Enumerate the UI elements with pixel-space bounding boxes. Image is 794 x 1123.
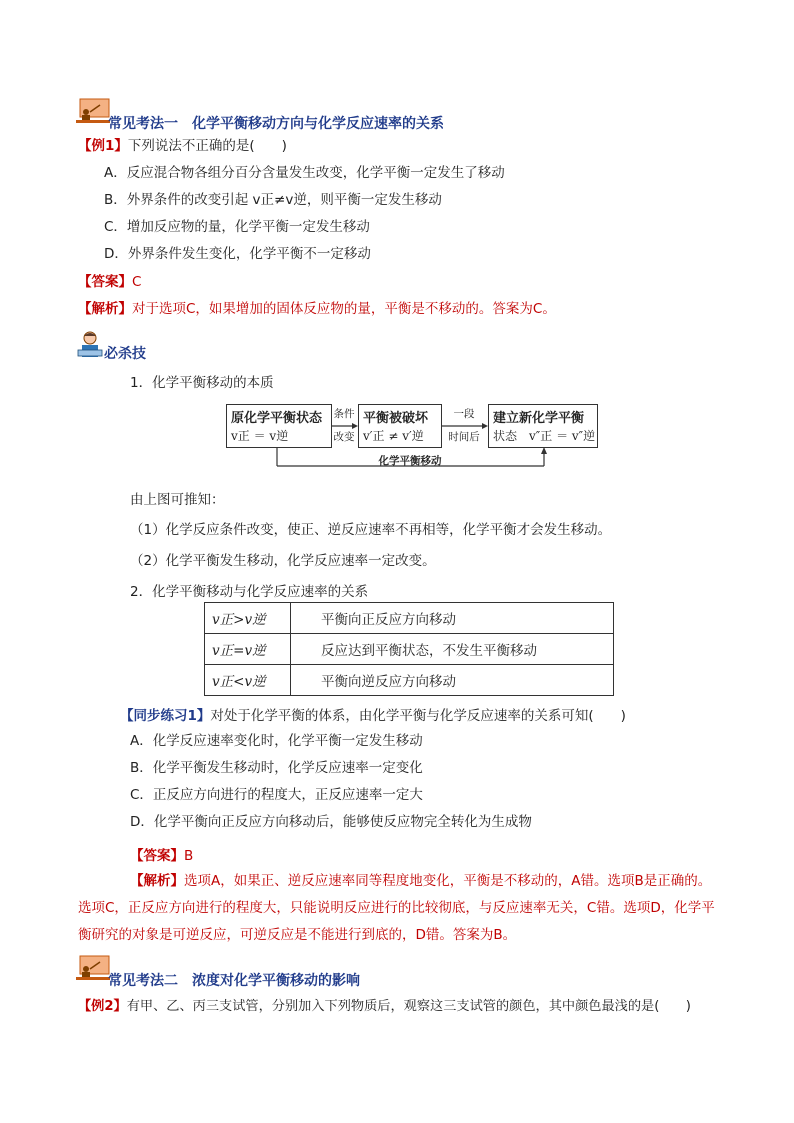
skill-infer-item-2: （2）化学平衡发生移动，化学反应速率一定改变。 xyxy=(130,553,436,569)
practice1-question: 【同步练习1】对处于化学平衡的体系，由化学平衡与化学反应速率的关系可知( ) xyxy=(120,708,626,724)
diagram-loop-label: 化学平衡移动 xyxy=(378,455,442,467)
diagram-arrow2-top: 一段 xyxy=(453,408,475,420)
skill-infer: 由上图可推知： xyxy=(130,492,225,508)
table-row xyxy=(205,603,614,634)
practice1-option-d: D．化学平衡向正反应方向移动后，能够使反应物完全转化为生成物 xyxy=(130,814,532,830)
diagram-box-broken: 平衡被破坏 v′正 ≠ v′逆 xyxy=(358,404,442,448)
example1-answer: 【答案】C xyxy=(78,274,142,290)
table-cell-result: 平衡向逆反应方向移动 xyxy=(291,665,614,696)
skill-point2: 2．化学平衡移动与化学反应速率的关系 xyxy=(130,584,369,600)
teacher-board-icon xyxy=(76,98,110,124)
skill-heading: 必杀技 xyxy=(104,346,146,362)
practice1-analysis: 【解析】选项A，如果正、逆反应速率同等程度地变化，平衡是不移动的，A错。选项B是正确的。选项C，正反应方向进行的程度大，只能说明反应进行的比较彻底，与反应速率无关，C错。选项D，化学平衡研究的对象是可逆反应，可逆反应是不能进行到底的，D错。答案为B。 xyxy=(78,873,715,943)
teacher-board-icon xyxy=(76,955,110,981)
example1-option-b: B．外界条件的改变引起 v正≠v逆，则平衡一定发生移动 xyxy=(104,192,442,208)
diagram-arrow1-top: 条件 xyxy=(333,408,355,420)
table-cell-condition: v正=v逆 xyxy=(205,634,291,665)
example1-analysis: 【解析】对于选项C，如果增加的固体反应物的量，平衡是不移动的。答案为C。 xyxy=(78,301,556,317)
skill-infer-item-1: （1）化学反应条件改变，使正、逆反应速率不再相等，化学平衡才会发生移动。 xyxy=(130,522,612,538)
student-reading-icon xyxy=(76,330,104,360)
diagram-arrow2-bottom: 时间后 xyxy=(448,431,480,443)
example1-option-d: D．外界条件发生变化，化学平衡不一定移动 xyxy=(104,246,371,262)
practice1-option-c: C．正反应方向进行的程度大，正反应速率一定大 xyxy=(130,787,423,803)
example1-option-a: A．反应混合物各组分百分含量发生改变，化学平衡一定发生了移动 xyxy=(104,165,505,181)
example1-question: 【例1】下列说法不正确的是( ) xyxy=(78,138,287,154)
section1-heading: 常见考法一 化学平衡移动方向与化学反应速率的关系 xyxy=(108,116,444,132)
diagram-arrow1-bottom: 改变 xyxy=(333,431,355,443)
practice1-option-a: A．化学反应速率变化时，化学平衡一定发生移动 xyxy=(130,733,423,749)
table-cell-condition: v正<v逆 xyxy=(205,665,291,696)
example2-question: 【例2】有甲、乙、丙三支试管，分别加入下列物质后，观察这三支试管的颜色，其中颜色最浅的是( ) xyxy=(78,999,691,1014)
example1-option-c: C．增加反应物的量，化学平衡一定发生移动 xyxy=(104,219,370,235)
skill-point1: 1．化学平衡移动的本质 xyxy=(130,375,274,391)
practice1-option-b: B．化学平衡发生移动时，化学反应速率一定变化 xyxy=(130,760,423,776)
table-cell-condition: v正>v逆 xyxy=(205,603,291,634)
diagram-box-original: 原化学平衡状态 v正 ＝ v逆 xyxy=(226,404,332,448)
rate-relation-table xyxy=(204,602,614,696)
table-row xyxy=(205,634,614,665)
table-cell-result: 平衡向正反应方向移动 xyxy=(291,603,614,634)
section2-heading: 常见考法二 浓度对化学平衡移动的影响 xyxy=(108,973,360,989)
practice1-answer: 【答案】B xyxy=(130,848,194,864)
diagram-box-new: 建立新化学平衡 状态 v″正 ＝ v″逆 xyxy=(488,404,598,448)
table-cell-result: 反应达到平衡状态，不发生平衡移动 xyxy=(291,634,614,665)
table-row xyxy=(205,665,614,696)
